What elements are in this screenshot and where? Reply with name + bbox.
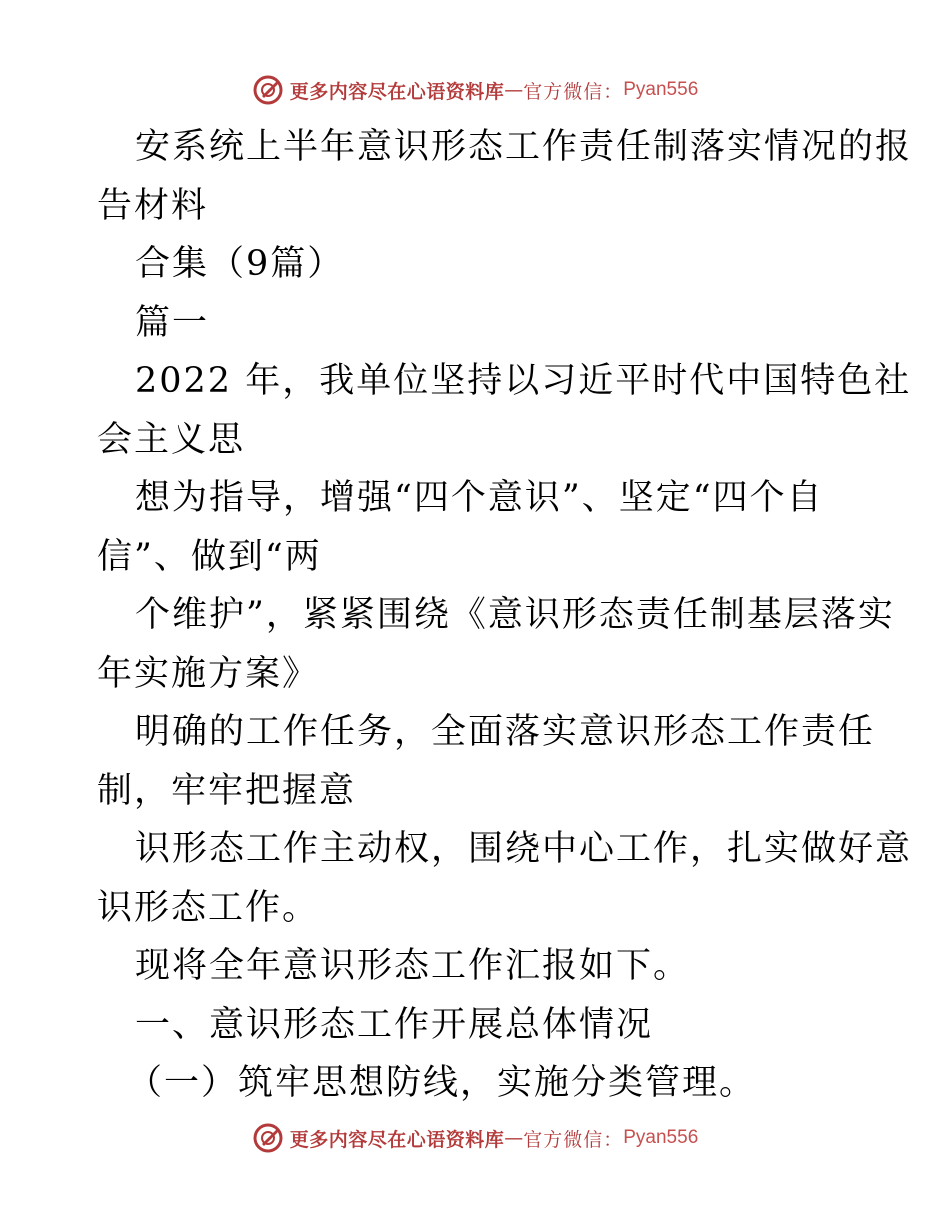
text-line: 识形态工作主动权，围绕中心工作，扎实做好意 [135,829,913,869]
text-line: 年实施方案》 [97,653,320,694]
banner-separator: — [504,1127,524,1149]
text-line: 篇一 [135,302,210,343]
text-line: 安系统上半年意识形态工作责任制落实情况的报 [135,127,913,167]
logo-icon [252,1122,284,1154]
text-line: 信”、做到“两 [97,536,322,577]
text-line: 明确的工作任务，全面落实意识形态工作责任 [135,712,876,752]
banner-wechat-id: Pyan556 [623,79,699,100]
text-line: （一）筑牢思想防线，实施分类管理。 [127,1063,757,1103]
logo-icon [252,74,284,106]
banner-separator: — [504,79,524,101]
banner-main-text: 更多内容尽在心语资料库 [289,80,505,103]
text-line: 合集（9篇） [135,244,345,284]
banner-wechat-id: Pyan556 [623,1127,699,1148]
text-line: 告材料 [97,185,209,226]
text-line: 现将全年意识形态工作汇报如下。 [135,946,691,986]
document-body [97,118,913,1113]
text-line: 2022 年，我单位坚持以习近平时代中国特色社 [135,361,912,401]
banner-label: 官方微信： [523,1128,624,1151]
text-line: 个维护”，紧紧围绕《意识形态责任制基层落实 [135,595,895,635]
text-line: 识形态工作。 [97,887,320,928]
text-line: 制，牢牢把握意 [97,770,357,811]
text-line: 想为指导，增强“四个意识”、坚定“四个自 [135,478,824,518]
banner-main-text: 更多内容尽在心语资料库 [289,1128,505,1151]
banner-label: 官方微信： [523,80,624,103]
watermark-banner-top [0,70,950,110]
text-line: 会主义思 [97,419,246,460]
text-line: 一、意识形态工作开展总体情况 [135,1004,654,1045]
watermark-banner-bottom [0,1118,950,1158]
